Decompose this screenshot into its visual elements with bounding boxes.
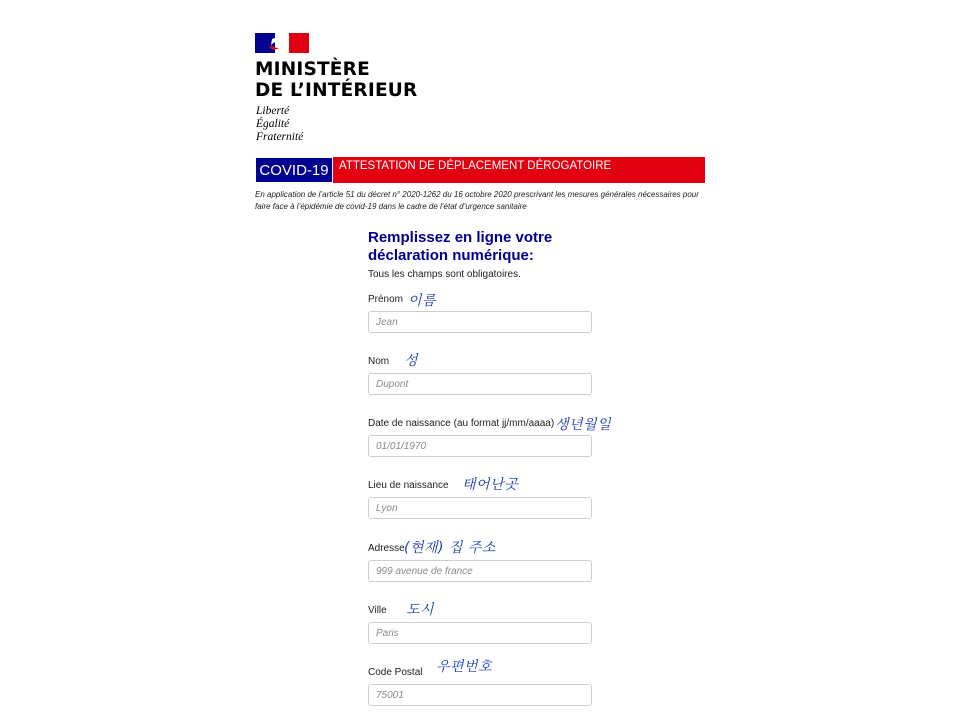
attestation-title: ATTESTATION DE DÉPLACEMENT DÉROGATOIRE (339, 160, 612, 172)
ministry-name (255, 59, 417, 101)
city-label: Ville (368, 605, 387, 616)
covid-label: COVID-19 (255, 157, 333, 183)
postal-code-input[interactable] (368, 684, 592, 706)
birthplace-input[interactable] (368, 497, 592, 519)
handwritten-note-postal-code: 우편번호 (436, 659, 493, 675)
ministry-line-2: DE L’INTÉRIEUR (255, 80, 418, 101)
handwritten-note-birthdate: 생년월일 (555, 417, 612, 433)
handwritten-note-lastname: 성 (404, 353, 419, 369)
republic-motto (256, 105, 303, 144)
lastname-label: Nom (368, 356, 390, 367)
handwritten-note-city: 도시 (406, 602, 435, 618)
marianne-logo (255, 33, 309, 53)
motto-fraternite: Fraternité (256, 131, 304, 143)
birthdate-label: Date de naissance (au format jj/mm/aaaa) (368, 418, 555, 429)
ministry-line-1: MINISTÈRE (255, 59, 370, 80)
handwritten-note-address: (현재) 집 주소 (404, 540, 496, 556)
attestation-banner (255, 157, 705, 183)
postal-code-label: Code Postal (368, 667, 423, 678)
decree-notice: En application de l’article 51 du décret n° 2020-1262 du 16 octobre 2020 prescrivant les mesures générales nécessaires pour faire face à l’épidémie de covid-19 dans le cadre de l’état d’urgence sanitaire (255, 190, 699, 211)
form-heading: Remplissez en ligne votre déclaration numérique: (368, 229, 553, 264)
motto-egalite: Égalité (256, 118, 290, 130)
firstname-input[interactable] (368, 311, 592, 333)
required-fields-note: Tous les champs sont obligatoires. (368, 269, 521, 280)
birthdate-input[interactable] (368, 435, 592, 457)
handwritten-note-firstname: 이름 (408, 293, 437, 309)
motto-liberte: Liberté (256, 105, 290, 117)
firstname-label: Prénom (368, 294, 404, 305)
lastname-input[interactable] (368, 373, 592, 395)
handwritten-note-birthplace: 태어난곳 (462, 477, 519, 493)
city-input[interactable] (368, 622, 592, 644)
address-input[interactable] (368, 560, 592, 582)
address-label: Adresse (368, 543, 405, 554)
birthplace-label: Lieu de naissance (368, 480, 449, 491)
